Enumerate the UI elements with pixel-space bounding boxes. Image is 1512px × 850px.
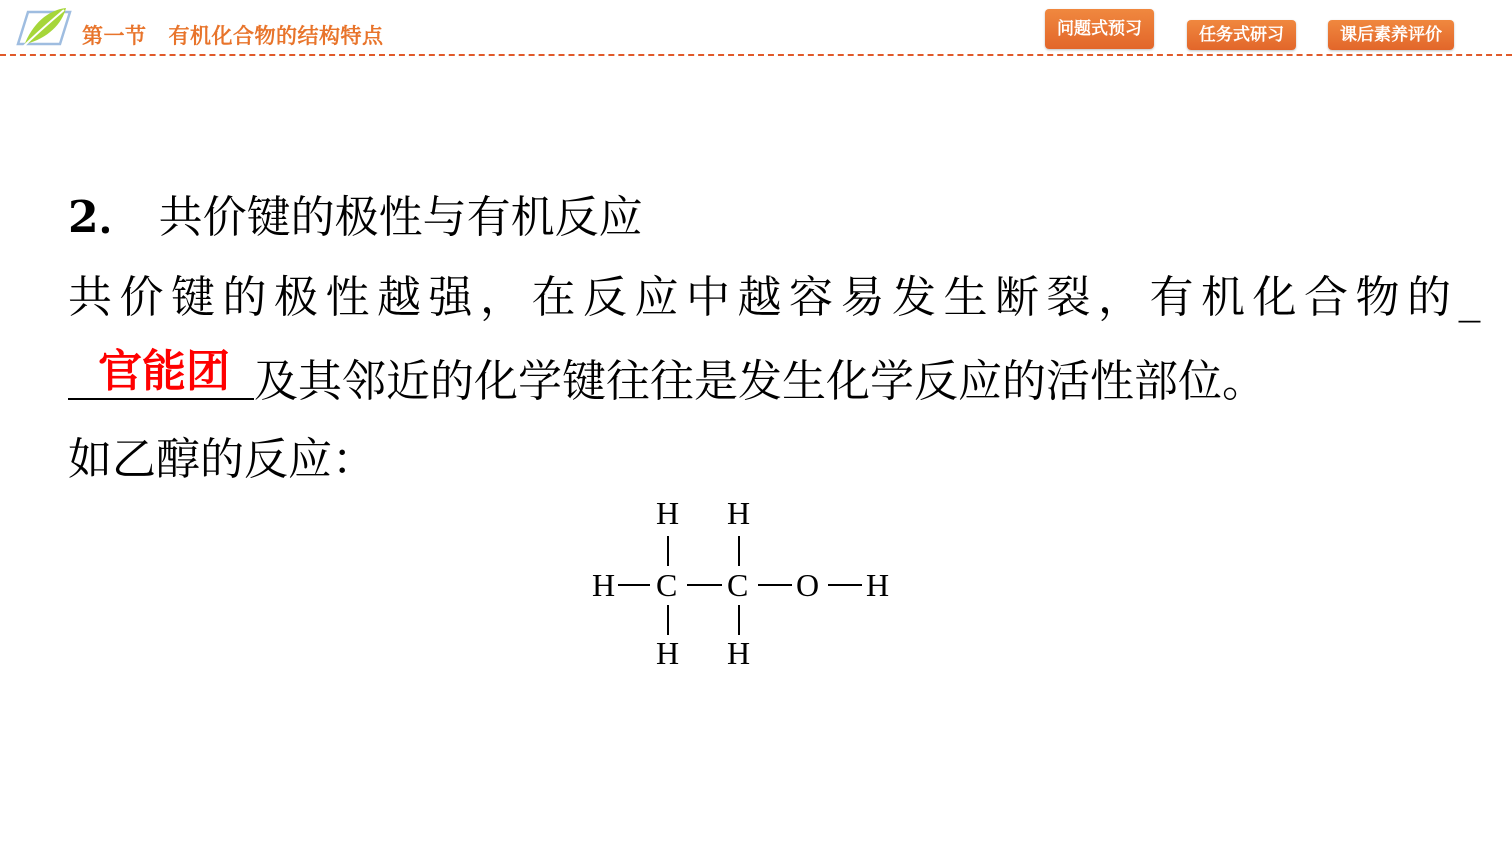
section-title (82, 20, 384, 50)
paragraph-line-2 (68, 346, 1266, 408)
tab-study[interactable]: 任务式研习 (1187, 20, 1296, 50)
atom-h-right: H (866, 567, 890, 603)
atom-h-bottom-2: H (727, 635, 751, 671)
header-bar (0, 0, 1512, 56)
atom-c1: C (656, 567, 678, 603)
fill-in-blank (68, 346, 254, 400)
paragraph-line-1: 共价键的极性越强，在反应中越容易发生断裂，有机化合物的_ (68, 272, 1488, 323)
tab-preview[interactable]: 问题式预习 (1045, 9, 1154, 49)
section-heading (68, 192, 643, 244)
heading-text: 共价键的极性与有机反应 (158, 192, 643, 243)
heading-number: 2． (68, 192, 143, 243)
atom-c2: C (727, 567, 749, 603)
blank-answer: 官能团 (98, 346, 230, 397)
ethanol-structure (580, 490, 910, 680)
atom-h-bottom-1: H (656, 635, 680, 671)
leaf-logo-icon (14, 4, 74, 52)
section-number: 第一节 (82, 24, 147, 48)
atom-o: O (796, 567, 820, 603)
tab-evaluation[interactable]: 课后素养评价 (1328, 20, 1454, 50)
paragraph-line-2-text: 及其邻近的化学键往往是发生化学反应的活性部位。 (254, 356, 1266, 407)
header-divider (0, 54, 1512, 56)
example-text: 如乙醇的反应： (68, 434, 376, 485)
atom-h-top-1: H (656, 495, 680, 531)
chapter-title: 有机化合物的结构特点 (168, 24, 384, 48)
atom-h-left: H (592, 567, 616, 603)
atom-h-top-2: H (727, 495, 751, 531)
